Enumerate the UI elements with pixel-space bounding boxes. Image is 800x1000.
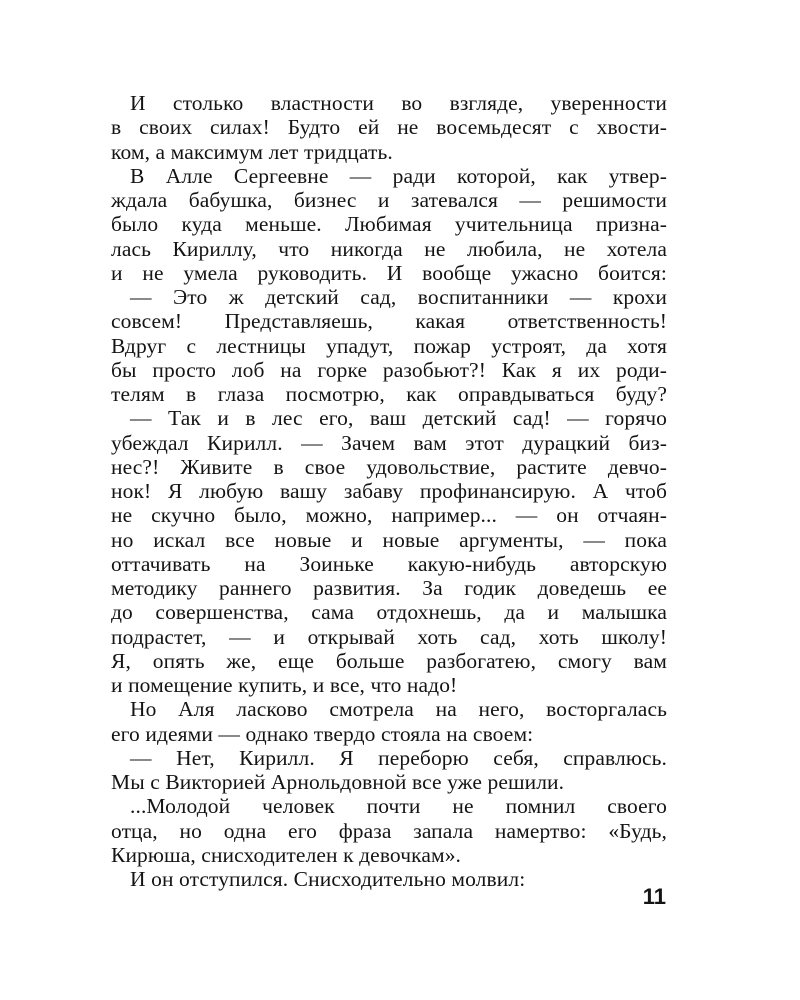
text-line: до совершенства, сама отдохнешь, да и малышка	[111, 600, 667, 625]
text-line: и не умела руководить. И вообще ужасно боится:	[111, 260, 667, 285]
text-line: Вдруг с лестницы упадут, пожар устроят, да хотя	[111, 333, 667, 358]
text-line: — Так и в лес его, ваш детский сад! — горячо	[130, 406, 667, 431]
text-line: телям в глаза посмотрю, как оправдываться буду?	[111, 382, 667, 406]
text-line: И он отступился. Снисходительно молвил:	[130, 867, 526, 891]
text-line: в своих силах! Будто ей не восемьдесят с хвости-	[111, 115, 667, 140]
text-line: В Алле Сергеевне — ради которой, как утвер-	[130, 163, 667, 188]
page-number: 11	[642, 884, 666, 909]
text-line: — Нет, Кирилл. Я переборю себя, справлюсь.	[130, 745, 667, 770]
text-line: убеждал Кирилл. — Зачем вам этот дурацкий биз-	[111, 430, 667, 455]
text-line: не скучно было, можно, например... — он отчаян-	[111, 503, 667, 528]
text-line: Я, опять же, еще больше разбогатею, смогу вам	[111, 648, 667, 673]
text-line: ждала бабушка, бизнес и затевался — решимости	[111, 188, 667, 212]
text-line: Но Аля ласково смотрела на него, восторгалась	[130, 697, 667, 722]
text-line: отца, но одна его фраза запала намертво: «Будь,	[111, 818, 667, 843]
text-line: ком, а максимум лет тридцать.	[111, 139, 393, 164]
body-text	[111, 91, 667, 891]
text-line: методику раннего развития. За годик доведешь ее	[111, 576, 667, 600]
text-line: нок! Я любую вашу забаву профинансирую. А чтоб	[111, 479, 667, 503]
text-line: ...Молодой человек почти не помнил своего	[130, 794, 667, 819]
text-line: его идеями — однако твердо стояла на своем:	[111, 721, 534, 746]
text-line: Кирюша, снисходителен к девочкам».	[111, 842, 462, 867]
text-line: оттачивать на Зоиньке какую-нибудь авторскую	[111, 551, 667, 576]
text-line: бы просто лоб на горке разобьют?! Как я их роди-	[111, 357, 667, 382]
text-line: но искал все новые и новые аргументы, — пока	[111, 527, 667, 552]
text-line: нес?! Живите в свое удовольствие, растите девчо-	[111, 454, 667, 479]
text-line: и помещение купить, и все, что надо!	[111, 673, 458, 697]
text-line: было куда меньше. Любимая учительница призна-	[111, 212, 667, 237]
text-line: подрастет, — и открывай хоть сад, хоть школу!	[111, 624, 667, 649]
text-line: И столько властности во взгляде, уверенности	[130, 91, 667, 115]
text-line: совсем! Представляешь, какая ответственность!	[111, 309, 667, 334]
text-line: — Это ж детский сад, воспитанники — крохи	[130, 285, 667, 309]
text-line: лась Кириллу, что никогда не любила, не хотела	[111, 236, 667, 261]
text-line: Мы с Викторией Арнольдовной все уже решили.	[111, 770, 565, 794]
